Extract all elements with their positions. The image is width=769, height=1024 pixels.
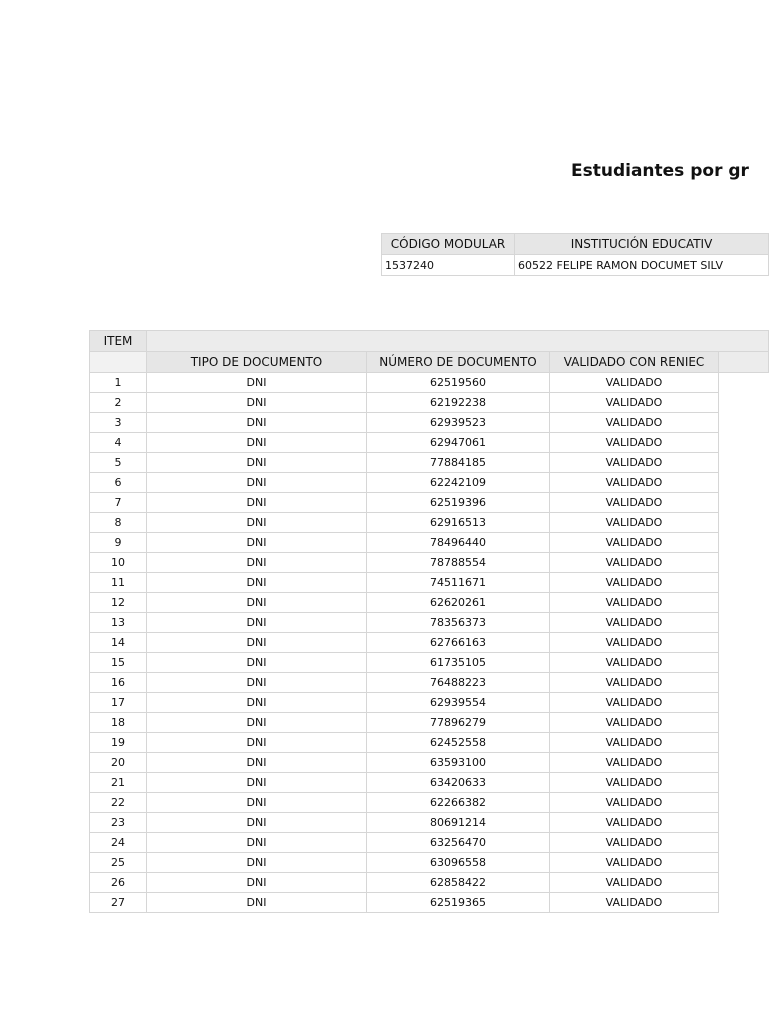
table-row xyxy=(90,633,769,653)
item-cell: 18 xyxy=(90,713,147,733)
row-overflow-spacer xyxy=(719,633,769,653)
numero-documento-cell: 62939554 xyxy=(367,693,550,713)
row-overflow-spacer xyxy=(719,773,769,793)
numero-documento-cell: 78496440 xyxy=(367,533,550,553)
validado-reniec-cell: VALIDADO xyxy=(550,493,719,513)
item-cell: 25 xyxy=(90,853,147,873)
extra-header-blank xyxy=(719,352,769,373)
table-row xyxy=(90,893,769,913)
table-row xyxy=(90,553,769,573)
table-row xyxy=(90,653,769,673)
item-cell: 20 xyxy=(90,753,147,773)
item-cell: 11 xyxy=(90,573,147,593)
row-overflow-spacer xyxy=(719,433,769,453)
table-row xyxy=(90,613,769,633)
numero-documento-cell: 63593100 xyxy=(367,753,550,773)
item-cell: 26 xyxy=(90,873,147,893)
validado-reniec-cell: VALIDADO xyxy=(550,673,719,693)
item-cell: 3 xyxy=(90,413,147,433)
row-overflow-spacer xyxy=(719,473,769,493)
validado-reniec-cell: VALIDADO xyxy=(550,653,719,673)
row-overflow-spacer xyxy=(719,753,769,773)
item-cell: 24 xyxy=(90,833,147,853)
validado-reniec-cell: VALIDADO xyxy=(550,593,719,613)
numero-documento-cell: 62266382 xyxy=(367,793,550,813)
row-overflow-spacer xyxy=(719,853,769,873)
row-overflow-spacer xyxy=(719,893,769,913)
item-cell: 19 xyxy=(90,733,147,753)
tipo-documento-cell: DNI xyxy=(147,413,367,433)
numero-documento-cell: 62620261 xyxy=(367,593,550,613)
table-row xyxy=(90,593,769,613)
item-cell: 8 xyxy=(90,513,147,533)
validado-reniec-cell: VALIDADO xyxy=(550,553,719,573)
numero-documento-header: NÚMERO DE DOCUMENTO xyxy=(367,352,550,373)
row-overflow-spacer xyxy=(719,553,769,573)
validado-reniec-cell: VALIDADO xyxy=(550,753,719,773)
item-cell: 9 xyxy=(90,533,147,553)
tipo-documento-cell: DNI xyxy=(147,793,367,813)
table-row xyxy=(90,753,769,773)
validado-reniec-cell: VALIDADO xyxy=(550,473,719,493)
table-row xyxy=(90,693,769,713)
numero-documento-cell: 76488223 xyxy=(367,673,550,693)
tipo-documento-cell: DNI xyxy=(147,533,367,553)
validado-reniec-cell: VALIDADO xyxy=(550,853,719,873)
numero-documento-cell: 62916513 xyxy=(367,513,550,533)
tipo-documento-cell: DNI xyxy=(147,613,367,633)
table-row xyxy=(90,373,769,393)
numero-documento-cell: 61735105 xyxy=(367,653,550,673)
validado-reniec-cell: VALIDADO xyxy=(550,573,719,593)
tipo-documento-header: TIPO DE DOCUMENTO xyxy=(147,352,367,373)
table-row xyxy=(90,473,769,493)
row-overflow-spacer xyxy=(719,873,769,893)
row-overflow-spacer xyxy=(719,613,769,633)
item-cell: 4 xyxy=(90,433,147,453)
numero-documento-cell: 63420633 xyxy=(367,773,550,793)
row-overflow-spacer xyxy=(719,573,769,593)
numero-documento-cell: 63096558 xyxy=(367,853,550,873)
numero-documento-cell: 74511671 xyxy=(367,573,550,593)
table-row xyxy=(90,673,769,693)
row-overflow-spacer xyxy=(719,693,769,713)
numero-documento-cell: 63256470 xyxy=(367,833,550,853)
item-cell: 17 xyxy=(90,693,147,713)
table-row xyxy=(90,433,769,453)
row-overflow-spacer xyxy=(719,493,769,513)
numero-documento-cell: 62519396 xyxy=(367,493,550,513)
validado-reniec-cell: VALIDADO xyxy=(550,453,719,473)
student-rows xyxy=(90,373,769,913)
header-blank-band xyxy=(147,331,769,352)
numero-documento-cell: 78356373 xyxy=(367,613,550,633)
item-cell: 13 xyxy=(90,613,147,633)
tipo-documento-cell: DNI xyxy=(147,653,367,673)
table-row xyxy=(90,573,769,593)
table-row xyxy=(90,813,769,833)
item-cell: 15 xyxy=(90,653,147,673)
row-overflow-spacer xyxy=(719,373,769,393)
tipo-documento-cell: DNI xyxy=(147,513,367,533)
tipo-documento-cell: DNI xyxy=(147,813,367,833)
item-cell: 2 xyxy=(90,393,147,413)
validado-reniec-cell: VALIDADO xyxy=(550,893,719,913)
tipo-documento-cell: DNI xyxy=(147,853,367,873)
institucion-educativa-value: 60522 FELIPE RAMON DOCUMET SILV xyxy=(515,255,769,276)
table-row xyxy=(90,533,769,553)
validado-reniec-cell: VALIDADO xyxy=(550,793,719,813)
tipo-documento-cell: DNI xyxy=(147,493,367,513)
validado-reniec-cell: VALIDADO xyxy=(550,713,719,733)
table-row xyxy=(90,493,769,513)
table-row xyxy=(90,773,769,793)
table-row xyxy=(90,833,769,853)
row-overflow-spacer xyxy=(719,653,769,673)
numero-documento-cell: 62242109 xyxy=(367,473,550,493)
numero-documento-cell: 62766163 xyxy=(367,633,550,653)
numero-documento-cell: 78788554 xyxy=(367,553,550,573)
numero-documento-cell: 62858422 xyxy=(367,873,550,893)
item-cell: 1 xyxy=(90,373,147,393)
row-overflow-spacer xyxy=(719,713,769,733)
tipo-documento-cell: DNI xyxy=(147,373,367,393)
numero-documento-cell: 62192238 xyxy=(367,393,550,413)
validado-reniec-cell: VALIDADO xyxy=(550,733,719,753)
page-title: Estudiantes por gr xyxy=(571,161,749,181)
school-info-table xyxy=(381,233,769,276)
numero-documento-cell: 77884185 xyxy=(367,453,550,473)
validado-reniec-cell: VALIDADO xyxy=(550,433,719,453)
row-overflow-spacer xyxy=(719,833,769,853)
numero-documento-cell: 77896279 xyxy=(367,713,550,733)
item-cell: 23 xyxy=(90,813,147,833)
validado-reniec-cell: VALIDADO xyxy=(550,413,719,433)
table-row xyxy=(90,733,769,753)
table-row xyxy=(90,873,769,893)
validado-reniec-cell: VALIDADO xyxy=(550,373,719,393)
codigo-modular-header: CÓDIGO MODULAR xyxy=(382,234,515,255)
row-overflow-spacer xyxy=(719,393,769,413)
tipo-documento-cell: DNI xyxy=(147,593,367,613)
item-cell: 27 xyxy=(90,893,147,913)
row-overflow-spacer xyxy=(719,453,769,473)
tipo-documento-cell: DNI xyxy=(147,713,367,733)
numero-documento-cell: 62939523 xyxy=(367,413,550,433)
row-overflow-spacer xyxy=(719,673,769,693)
item-cell: 16 xyxy=(90,673,147,693)
row-overflow-spacer xyxy=(719,413,769,433)
numero-documento-cell: 62519560 xyxy=(367,373,550,393)
row-overflow-spacer xyxy=(719,793,769,813)
tipo-documento-cell: DNI xyxy=(147,553,367,573)
item-cell: 10 xyxy=(90,553,147,573)
numero-documento-cell: 62519365 xyxy=(367,893,550,913)
institucion-educativa-header: INSTITUCIÓN EDUCATIV xyxy=(515,234,769,255)
item-cell: 5 xyxy=(90,453,147,473)
table-row xyxy=(90,793,769,813)
tipo-documento-cell: DNI xyxy=(147,393,367,413)
tipo-documento-cell: DNI xyxy=(147,673,367,693)
tipo-documento-cell: DNI xyxy=(147,733,367,753)
tipo-documento-cell: DNI xyxy=(147,473,367,493)
table-row xyxy=(90,393,769,413)
validado-reniec-cell: VALIDADO xyxy=(550,513,719,533)
validado-reniec-cell: VALIDADO xyxy=(550,873,719,893)
row-overflow-spacer xyxy=(719,593,769,613)
validado-reniec-header: VALIDADO CON RENIEC xyxy=(550,352,719,373)
tipo-documento-cell: DNI xyxy=(147,573,367,593)
tipo-documento-cell: DNI xyxy=(147,833,367,853)
table-row xyxy=(90,453,769,473)
item-cell: 21 xyxy=(90,773,147,793)
codigo-modular-value: 1537240 xyxy=(382,255,515,276)
numero-documento-cell: 62452558 xyxy=(367,733,550,753)
validado-reniec-cell: VALIDADO xyxy=(550,633,719,653)
students-table xyxy=(89,330,769,913)
tipo-documento-cell: DNI xyxy=(147,773,367,793)
tipo-documento-cell: DNI xyxy=(147,693,367,713)
tipo-documento-cell: DNI xyxy=(147,453,367,473)
tipo-documento-cell: DNI xyxy=(147,893,367,913)
tipo-documento-cell: DNI xyxy=(147,753,367,773)
table-row xyxy=(90,853,769,873)
item-cell: 12 xyxy=(90,593,147,613)
tipo-documento-cell: DNI xyxy=(147,873,367,893)
table-row xyxy=(90,413,769,433)
item-cell: 7 xyxy=(90,493,147,513)
validado-reniec-cell: VALIDADO xyxy=(550,833,719,853)
validado-reniec-cell: VALIDADO xyxy=(550,773,719,793)
table-row xyxy=(90,713,769,733)
row-overflow-spacer xyxy=(719,513,769,533)
tipo-documento-cell: DNI xyxy=(147,633,367,653)
validado-reniec-cell: VALIDADO xyxy=(550,693,719,713)
tipo-documento-cell: DNI xyxy=(147,433,367,453)
validado-reniec-cell: VALIDADO xyxy=(550,393,719,413)
item-cell: 6 xyxy=(90,473,147,493)
item-header: ITEM xyxy=(90,331,147,352)
numero-documento-cell: 80691214 xyxy=(367,813,550,833)
item-header-blank xyxy=(90,352,147,373)
item-cell: 22 xyxy=(90,793,147,813)
numero-documento-cell: 62947061 xyxy=(367,433,550,453)
row-overflow-spacer xyxy=(719,533,769,553)
validado-reniec-cell: VALIDADO xyxy=(550,613,719,633)
validado-reniec-cell: VALIDADO xyxy=(550,533,719,553)
row-overflow-spacer xyxy=(719,733,769,753)
table-row xyxy=(90,513,769,533)
row-overflow-spacer xyxy=(719,813,769,833)
validado-reniec-cell: VALIDADO xyxy=(550,813,719,833)
item-cell: 14 xyxy=(90,633,147,653)
